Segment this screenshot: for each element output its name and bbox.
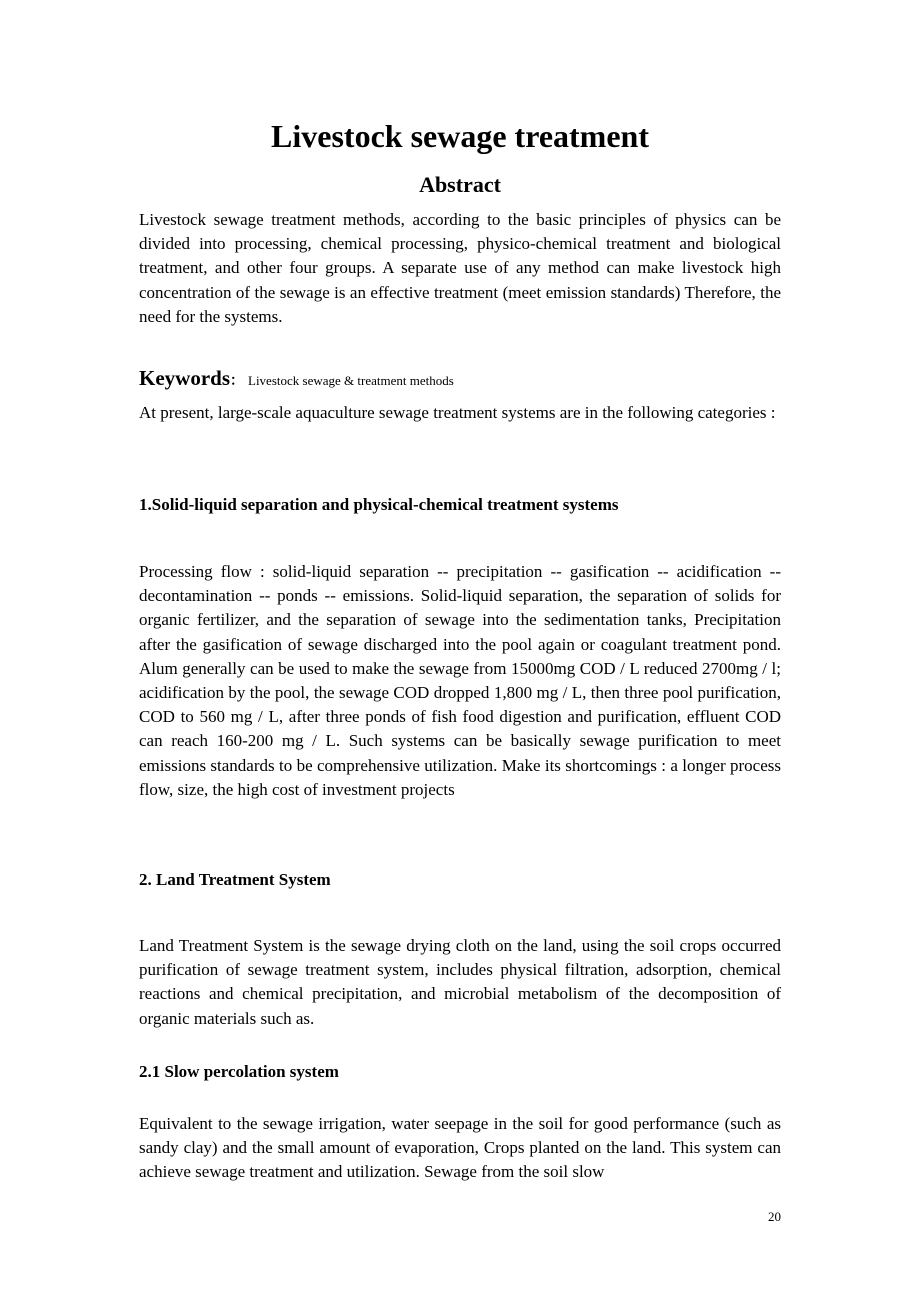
page-number: 20 — [768, 1209, 781, 1224]
keywords-value: Livestock sewage & treatment methods — [248, 373, 454, 388]
section-2-paragraph: Land Treatment System is the sewage drying cloth on the land, using the soil crops occurred purification of sewage treatment system, includes physical filtration, adsorption, chemical reactions and chemical precipitation, and microbial metabolism of the decomposition of organic materials such as. — [139, 936, 781, 1028]
keywords-separator: ： — [230, 374, 244, 389]
document-title: Livestock sewage treatment — [271, 118, 649, 154]
section-1-heading: 1.Solid-liquid separation and physical-chemical treatment systems — [139, 495, 619, 514]
subsection-2-1-heading: 2.1 Slow percolation system — [139, 1062, 339, 1081]
abstract-paragraph: Livestock sewage treatment methods, according to the basic principles of physics can be divided into processing, chemical processing, physico-chemical treatment and biological treatment, and other four groups. A separate use of any method can make livestock high concentration of the sewage is an effective treatment (meet emission standards) Therefore, the need for the systems. — [139, 210, 781, 326]
section-1-paragraph: Processing flow : solid-liquid separation -- precipitation -- gasification -- acidification -- decontamination -- ponds -- emissions. Solid-liquid separation, the separation of solids for organic fertilizer, and the separation of sewage into the sedimentation tanks, Precipitation after the gasification of sewage discharged into the pool again or coagulant treatment pond. Alum generally can be used to make the sewage from 15000mg COD / L reduced 2700mg / l; acidification by the pool, the sewage COD dropped 1,800 mg / L, then three pool purification, COD to 560 mg / L, after three ponds of fish food digestion and purification, effluent COD can reach 160-200 mg / L. Such systems can be basically sewage purification to meet emissions standards to be comprehensive utilization. Make its shortcomings : a longer process flow, size, the high cost of investment projects — [139, 562, 781, 799]
keywords-label: Keywords — [139, 366, 230, 390]
abstract-heading: Abstract — [419, 172, 501, 197]
intro-paragraph: At present, large-scale aquaculture sewage treatment systems are in the following categories : — [139, 403, 776, 422]
subsection-2-1-paragraph: Equivalent to the sewage irrigation, water seepage in the soil for good performance (such as sandy clay) and the small amount of evaporation, Crops planted on the land. This system can achieve sewage treatment and utilization. Sewage from the soil slow — [139, 1114, 781, 1182]
keywords-line — [139, 364, 781, 396]
section-2-heading: 2. Land Treatment System — [139, 870, 331, 889]
